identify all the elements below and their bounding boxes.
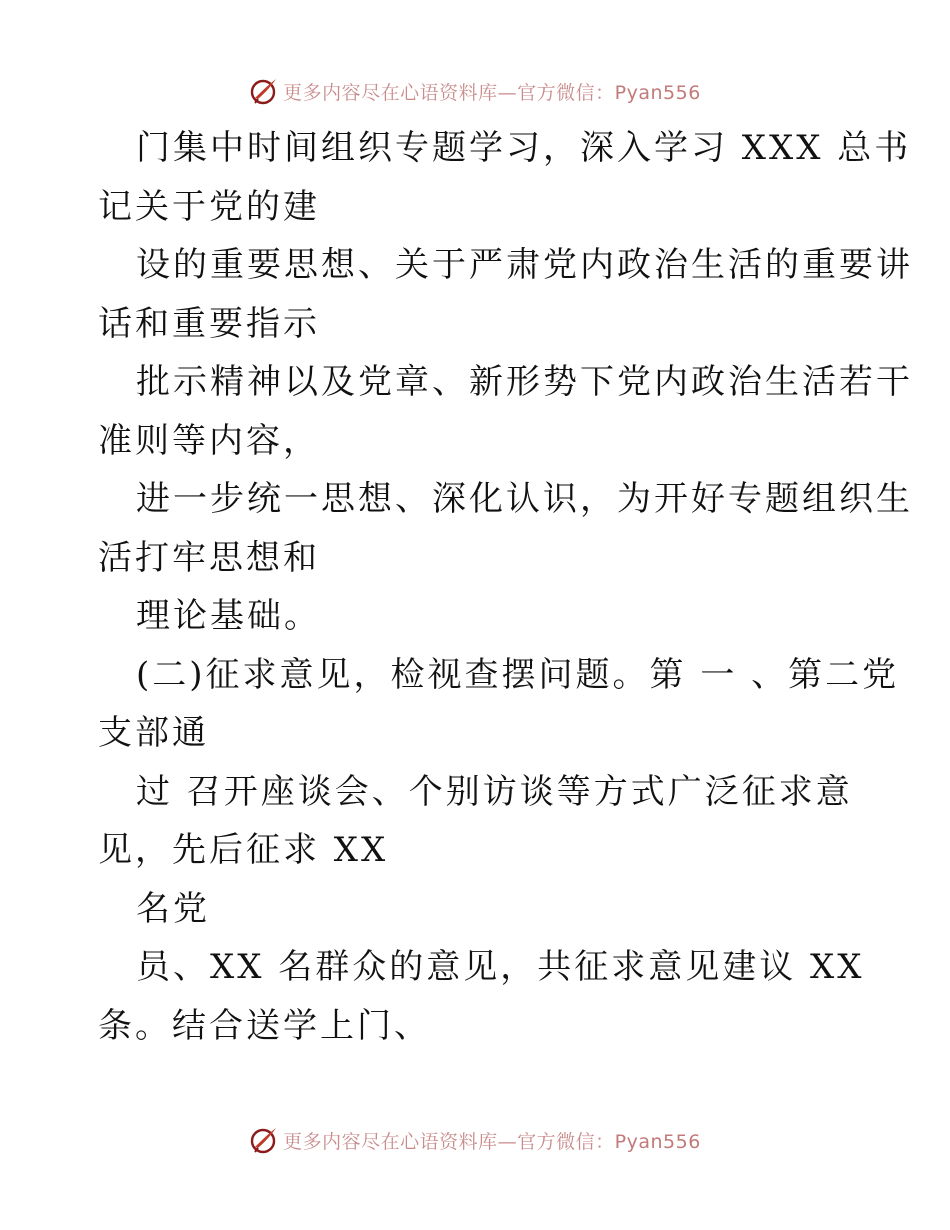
text-line: (二)征求意见，检视查摆问题。第 一 、第二党 [136,655,900,695]
watermark-text: 更多内容尽在心语资料库—官方微信：Pyan556 [283,1130,701,1153]
text-line: 支部通 [98,713,209,753]
text-line: 员、XX 名群众的意见，共征求意见建议 XX [136,947,865,987]
text-line: 门集中时间组织专题学习，深入学习 XXX 总书 [136,128,912,168]
text-line: 条。结合送学上门、 [98,1006,431,1046]
watermark-text: 更多内容尽在心语资料库—官方微信：Pyan556 [283,81,701,104]
text-line: 见，先后征求 XX [98,830,389,870]
text-line: 准则等内容， [98,421,320,461]
text-line: 记关于党的建 [98,187,320,227]
watermark-id: Pyan556 [614,1130,701,1153]
text-line: 过 召开座谈会、个别访谈等方式广泛征求意 [136,772,853,812]
text-line: 话和重要指示 [98,304,320,344]
watermark-footer [0,1123,950,1157]
text-line: 设的重要思想、关于严肃党内政治生活的重要讲 [136,245,913,285]
text-line: 名党 [136,889,210,929]
text-line: 进一步统一思想、深化认识，为开好专题组织生 [136,479,913,519]
quill-logo-icon [249,1125,279,1155]
text-line: 活打牢思想和 [98,538,320,578]
watermark-id: Pyan556 [614,81,701,104]
text-line: 批示精神以及党章、新形势下党内政治生活若干 [136,362,913,402]
text-line: 理论基础。 [136,596,321,636]
